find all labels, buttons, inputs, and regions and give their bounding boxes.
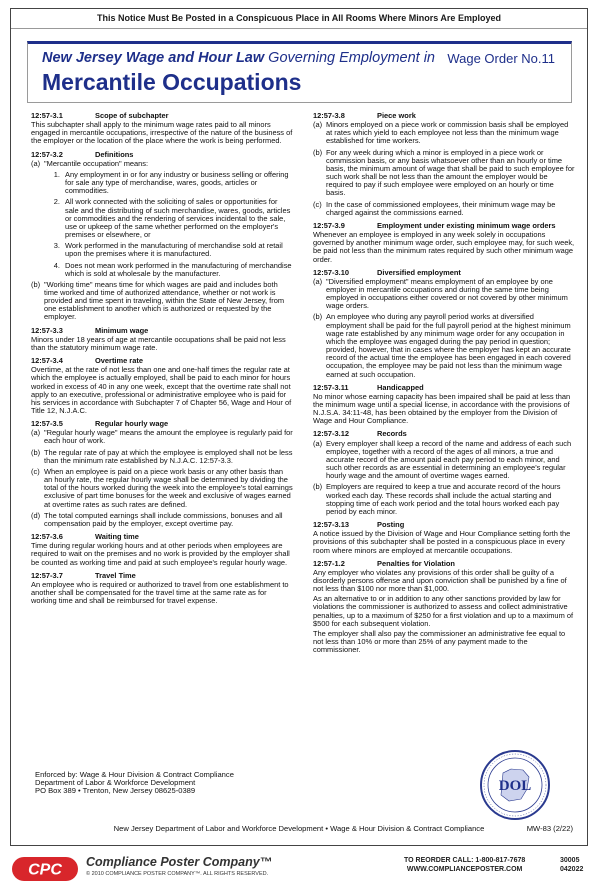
section-scope xyxy=(31,112,293,146)
section-number: 12:57-3.7 xyxy=(31,570,63,580)
list-item xyxy=(31,160,293,168)
item-text: "Diversified employment" means employment of an employee by one employer in mercantile occupations and during the same time being employed in occupations either covered or not covered by other minimum wage orders. xyxy=(326,276,568,311)
item-label: (c) xyxy=(31,466,40,476)
seal-text: DOL xyxy=(498,778,532,794)
section-diversified-employment xyxy=(313,269,575,379)
top-notice: This Notice Must Be Posted in a Conspicuous Place in All Rooms Where Minors Are Employed xyxy=(11,9,587,29)
item-label: (a) xyxy=(313,276,323,286)
enforced-by xyxy=(35,771,234,796)
section-title: Definitions xyxy=(95,149,134,159)
section-title: Records xyxy=(377,429,407,439)
section-minimum-wage xyxy=(31,327,293,352)
section-waiting-time xyxy=(31,533,293,567)
reorder-website: WWW.COMPLIANCEPOSTER.COM xyxy=(406,866,523,873)
enforced-line: Enforced by: Wage & Hour Division & Contract Compliance xyxy=(35,770,234,779)
item-label: (a) xyxy=(31,158,41,168)
list-item xyxy=(31,281,293,322)
law-name: New Jersey Wage and Hour Law xyxy=(42,50,265,66)
item-label: (b) xyxy=(313,147,323,157)
list-item xyxy=(313,149,575,198)
section-title: Scope of subchapter xyxy=(95,111,169,120)
wage-order-number: Wage Order No.11 xyxy=(447,51,555,66)
governing-text: Governing Employment in xyxy=(268,50,435,66)
section-handicapped xyxy=(313,384,575,426)
section-piece-work xyxy=(313,112,575,217)
section-heading xyxy=(313,112,575,120)
item-number xyxy=(560,856,583,874)
list-item xyxy=(31,468,293,509)
section-heading xyxy=(31,420,293,428)
header-subtitle xyxy=(42,50,435,66)
section-text: Overtime, at the rate of not less than one and one-half times the regular rate at which the employee is actually employed, shall be paid to each minor for hours worked in excess of 40 in any one week, except that the overtime rate shall not apply to an executive, professional or administrative employee who is paid for his services in accordance with Subchapter 7 of Chapter 56, Wage and Hour of Title 12, N.J.A.C. xyxy=(31,365,292,415)
list-item xyxy=(44,171,293,195)
page-title: Mercantile Occupations xyxy=(42,69,302,95)
item-text: All work connected with the soliciting of sales or opportunities for sale and the distributing of such merchandise, wares, goods, articles or commodities and the rendering of services incidental to the sale, use or upkeep of the same whether performed on the employer's premises or elsewhere, or xyxy=(65,197,291,240)
cpc-logo-icon xyxy=(12,857,78,881)
list-item xyxy=(313,121,575,145)
right-column xyxy=(313,112,575,659)
section-heading xyxy=(31,112,293,120)
section-title: Piece work xyxy=(377,111,416,120)
section-number: 12:57-3.5 xyxy=(31,419,63,429)
item-text: The total computed earnings shall include commissions, bonuses and all compensation paid by the employer, except overtime pay. xyxy=(44,510,283,528)
enforced-line: Department of Labor & Workforce Development xyxy=(35,778,196,788)
section-number: 12:57-3.2 xyxy=(31,149,63,159)
item-text: "Regular hourly wage" means the amount the employee is regularly paid for each hour of work. xyxy=(44,428,293,446)
copyright: © 2010 COMPLIANCE POSTER COMPANY™. ALL RIGHTS RESERVED. xyxy=(86,871,269,877)
list-item xyxy=(313,313,575,378)
item-text: An employee who during any payroll period works at diversified employment shall be paid for the full payroll period at the highest minimum wage rate established by any minimum wage order for any occupation in which the employee was engaged during the pay period in question; provided, however, that in cases where the employer has kept an accurate record of the actual time the employee has been engaged in each covered occupation, the employee may be paid not less than the minimum wage earned at such occupation. xyxy=(326,312,571,379)
section-heading xyxy=(313,560,575,568)
section-number: 12:57-3.11 xyxy=(313,382,349,392)
section-title: Overtime rate xyxy=(95,356,143,366)
form-code: MW-83 (2/22) xyxy=(526,824,573,833)
item-label: (b) xyxy=(313,312,323,322)
item-text: The regular rate of pay at which the employee is employed shall not be less than the minimum rate established by N.J.A.C. 12:57-3.3. xyxy=(44,447,293,465)
list-item xyxy=(313,440,575,481)
section-heading xyxy=(313,222,575,230)
section-text: Minors under 18 years of age at mercantile occupations shall be paid not less than the statutory minimum wage rate. xyxy=(31,334,286,352)
section-heading xyxy=(313,384,575,392)
section-title: Penalties for Violation xyxy=(377,558,455,568)
company-name: Compliance Poster Company™ xyxy=(86,855,273,869)
reorder-info xyxy=(404,856,525,874)
section-number: 12:57-3.4 xyxy=(31,356,63,366)
item-text: "Working time" means time for which wages are paid and includes both time worked and time of authorized attendance, whether or not work is provided and time spent in traveling, within the State of New Jersey, from one establishment to another which is authorized or requested by the employer. xyxy=(44,279,285,322)
section-heading xyxy=(313,521,575,529)
item-label: (b) xyxy=(31,447,41,457)
item-text: Employers are required to keep a true and accurate record of the hours worked each day. These records shall include the actual starting and stopping time of each work period and the total hours worked each pay period by each minor. xyxy=(326,482,561,516)
section-heading xyxy=(313,430,575,438)
list-item xyxy=(31,449,293,465)
section-number: 12:57-1.2 xyxy=(313,558,345,568)
section-number: 12:57-3.8 xyxy=(313,111,345,120)
enforced-line: PO Box 389 • Trenton, New Jersey 08625-0389 xyxy=(35,786,196,796)
item-label: (a) xyxy=(313,120,323,130)
logo-text: CPC xyxy=(28,861,62,879)
item-label: (a) xyxy=(31,428,41,438)
left-column xyxy=(31,112,293,610)
item-text: Any employment in or for any industry or business selling or offering for sale any type of merchandise, wares, goods, articles or commodities. xyxy=(65,169,289,196)
list-item xyxy=(44,198,293,239)
section-heading xyxy=(313,269,575,277)
list-item xyxy=(313,483,575,516)
section-text: This subchapter shall apply to the minimum wage rates paid to all minors engaged in mercantile occupations, irrespective of the nature of the business of the employer or the location of the place where the work is being performed. xyxy=(31,120,293,146)
list-item xyxy=(44,262,293,278)
section-overtime-rate xyxy=(31,357,293,415)
section-heading xyxy=(31,327,293,335)
item-text: "Mercantile occupation" means: xyxy=(44,158,149,168)
section-travel-time xyxy=(31,572,293,606)
header-box xyxy=(27,41,572,103)
section-heading xyxy=(31,151,293,159)
item-label: 4. xyxy=(53,260,60,270)
section-penalties xyxy=(313,560,575,655)
section-title: Handicapped xyxy=(377,382,424,392)
poster xyxy=(10,8,588,846)
item-date: 042022 xyxy=(560,866,584,873)
item-label: (a) xyxy=(313,438,323,448)
section-heading xyxy=(31,572,293,580)
item-label: (b) xyxy=(31,279,41,289)
section-posting xyxy=(313,521,575,555)
section-text: An employee who is required or authorized to travel from one establishment to another shall be compensated for the travel time at the same rate as for working time and shall be reimbursed for travel expense. xyxy=(31,579,289,606)
section-text: Any employer who violates any provisions of this order shall be guilty of a disorderly persons offense and upon conviction shall be punished by a fine of not less than $100 nor more than $1,000. xyxy=(313,567,567,594)
section-number: 12:57-3.3 xyxy=(31,325,63,335)
section-definitions xyxy=(31,151,293,322)
item-label: (b) xyxy=(313,482,323,492)
section-text: A notice issued by the Division of Wage and Hour Compliance setting forth the provisions of this subchapter shall be posted in a conspicuous place in every room where minors are employed at mercantile occupations. xyxy=(313,529,571,555)
dol-seal-icon xyxy=(479,749,551,821)
section-title: Travel Time xyxy=(95,570,136,580)
item-code: 30005 xyxy=(560,857,580,864)
section-title: Posting xyxy=(377,520,405,530)
section-title: Regular hourly wage xyxy=(95,419,169,429)
section-text: No minor whose earning capacity has been impaired shall be paid at less than the minimum wage until a special license, in accordance with the provisions of N.J.S.A. 34:11-48, has been obtained by the employer from the Division of Wage and Hour Compliance. xyxy=(313,391,571,426)
section-text: Time during regular working hours and at other periods when employees are required to wait on the premises and no work is provided by the employer shall be counted as working time and paid at such employee's regular hourly wage. xyxy=(31,541,290,567)
section-number: 12:57-3.6 xyxy=(31,532,63,542)
list-item xyxy=(44,242,293,258)
footer-department: New Jersey Department of Labor and Workforce Development • Wage & Hour Division & Contract Compliance xyxy=(113,824,485,833)
list-item xyxy=(31,429,293,445)
section-text: As an alternative to or in addition to any other sanctions provided by law for violations the commissioner is authorized to assess and collect administrative penalties, up to a maximum of $250 for a first violation and up to a maximum of $500 for each subsequent violation. xyxy=(313,594,574,628)
section-records xyxy=(313,430,575,516)
item-label: 1. xyxy=(53,169,60,179)
company-bar xyxy=(0,847,600,889)
item-label: (d) xyxy=(31,510,41,520)
list-item xyxy=(313,278,575,311)
section-title: Minimum wage xyxy=(95,325,149,335)
section-number: 12:57-3.10 xyxy=(313,267,349,277)
section-number: 12:57-3.1 xyxy=(31,111,63,120)
item-text: In the case of commissioned employees, their minimum wage may be charged against the commissions earned. xyxy=(326,199,556,217)
item-text: Every employer shall keep a record of the name and address of each such employee, together with a record of the ages of all minors, a true and accurate record of the amount paid each pay period to each minor, and such other records as are essential in determining an employee's regular hourly wage and the amount of overtime wages earned. xyxy=(326,438,572,481)
section-regular-hourly-wage xyxy=(31,420,293,528)
section-title: Diversified employment xyxy=(377,267,461,277)
section-existing-wage-orders xyxy=(313,222,575,264)
item-text: Work performed in the manufacturing of merchandise sold at retail upon the premises where it is manufactured. xyxy=(65,241,283,259)
section-title: Waiting time xyxy=(95,532,139,542)
section-heading xyxy=(31,357,293,365)
section-number: 12:57-3.13 xyxy=(313,520,349,530)
item-text: For any week during which a minor is employed in a piece work or commission basis, or any basis whatsoever other than an hourly or time basis, the minimum amount of wage that shall be paid to such employee for such work shall be not less than the amount the employer would be required to pay if such employee were employed on an hourly or time basis. xyxy=(326,147,575,198)
item-text: When an employee is paid on a piece work basis or any other basis than an hourly rate, the regular hourly wage shall be determined by dividing the total of the hours worked during the week into the employee's total earnings exclusive of part time bonuses for the week and exclusive of wages earned at overtime rates as such rates are defined. xyxy=(44,466,293,509)
item-label: 2. xyxy=(53,197,60,207)
list-item xyxy=(313,201,575,217)
item-label: 3. xyxy=(53,241,60,251)
section-heading xyxy=(31,533,293,541)
item-label: (c) xyxy=(313,199,322,209)
section-number: 12:57-3.9 xyxy=(313,220,345,230)
section-number: 12:57-3.12 xyxy=(313,429,349,439)
sub-list xyxy=(44,171,293,278)
reorder-phone: TO REORDER CALL: 1-800-817-7678 xyxy=(404,857,526,864)
item-text: Does not mean work performed in the manufacturing of merchandise which is sold at wholesale by the manufacturer. xyxy=(65,260,292,278)
item-text: Minors employed on a piece work or commission basis shall be employed at rates which yield to each employee not less than the minimum wage established for time workers. xyxy=(326,120,569,146)
section-text: The employer shall also pay the commissioner an administrative fee equal to not less than 10% or more than 25% of any payment made to the commissioner. xyxy=(313,628,566,655)
list-item xyxy=(31,512,293,528)
section-title: Employment under existing minimum wage orders xyxy=(377,220,556,230)
section-text: Whenever an employee is employed in any week solely in occupations governed by another minimum wage order, such employee may, for such week, be paid not less than the minimum rates required by such other minimum wage order. xyxy=(313,230,575,264)
